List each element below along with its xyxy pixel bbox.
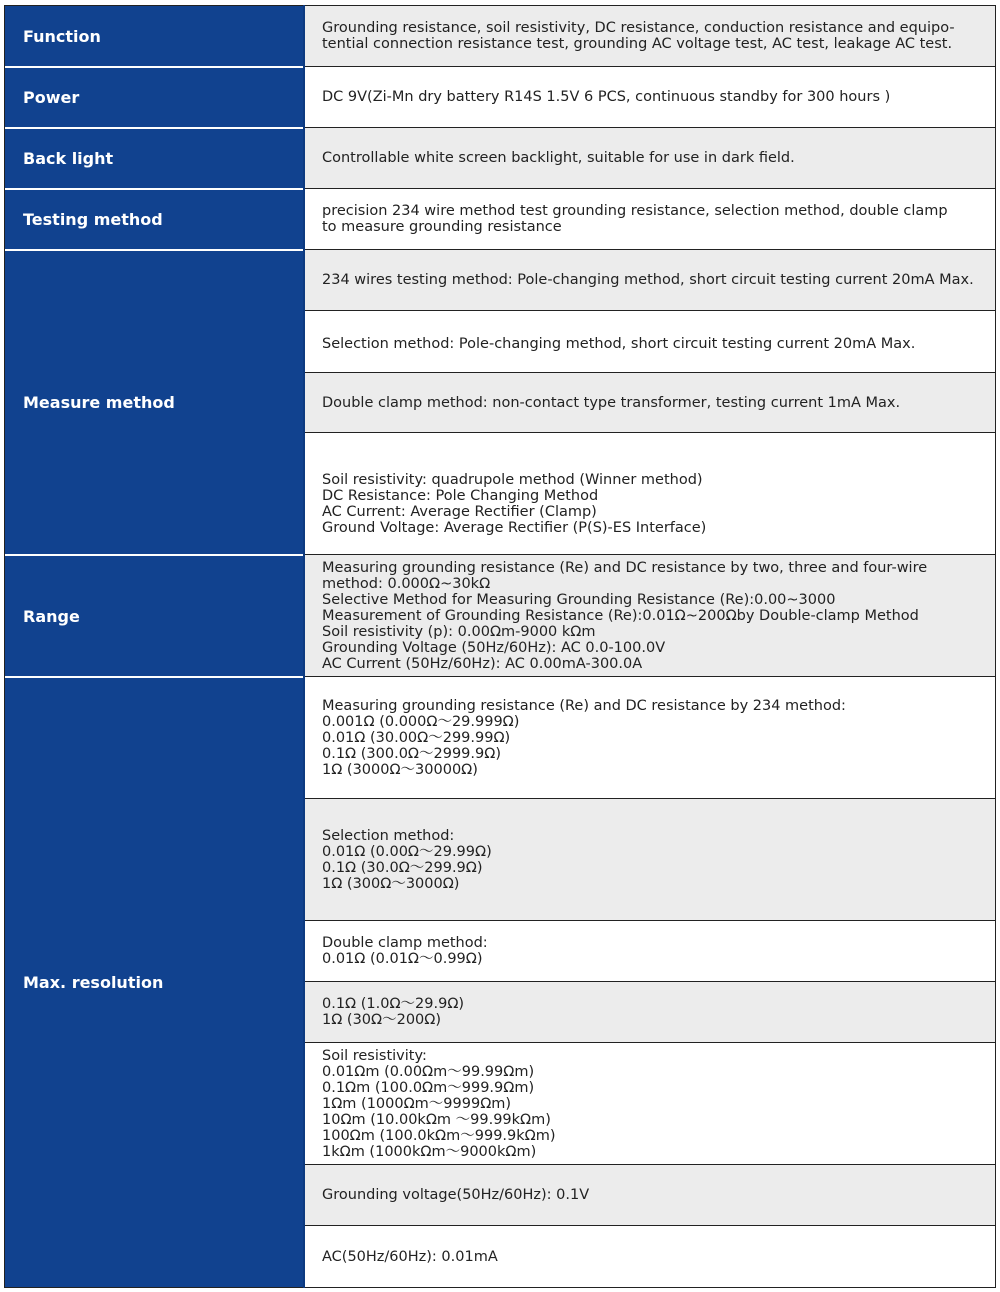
value-line: Grounding voltage(50Hz/60Hz): 0.1V xyxy=(322,1187,590,1203)
value-line: AC Current: Average Rectifier (Clamp) xyxy=(322,503,597,520)
label-testing-method xyxy=(5,190,304,249)
value-range xyxy=(305,555,995,676)
label-range-text: Range xyxy=(23,606,80,626)
value-line: DC Resistance: Pole Changing Method xyxy=(322,487,599,504)
value-line: method: 0.000Ω~30kΩ xyxy=(322,575,491,592)
label-back-light xyxy=(5,129,304,188)
label-max-resolution-text: Max. resolution xyxy=(23,973,164,992)
value-line: Measuring grounding resistance (Re) and DC resistance by 234 method: xyxy=(322,697,846,714)
label-measure-method xyxy=(5,251,304,554)
label-range xyxy=(5,556,304,676)
value-line: to measure grounding resistance xyxy=(322,219,562,235)
label-function xyxy=(5,6,304,66)
value-line: 1Ω (3000Ω～30000Ω) xyxy=(322,761,478,778)
value-line: Selection method: Pole-changing method, short circuit testing current 20mA Max. xyxy=(322,335,916,352)
value-line: Ground Voltage: Average Rectifier (P(S)-ES Interface) xyxy=(322,519,707,536)
value-line: Measuring grounding resistance (Re) and DC resistance by two, three and four-wire xyxy=(322,559,928,576)
value-line: 1Ω (30Ω～200Ω) xyxy=(322,1012,442,1028)
value-back-light xyxy=(305,128,995,188)
label-back-light-text: Back light xyxy=(23,149,114,168)
value-resolution-double-clamp xyxy=(305,921,995,981)
value-resolution-double-clamp-2 xyxy=(305,982,995,1042)
value-line: Double clamp method: xyxy=(322,935,488,951)
value-line: Controllable white screen backlight, suitable for use in dark field. xyxy=(322,150,795,166)
label-function-text: Function xyxy=(23,26,101,46)
value-resolution-234 xyxy=(305,677,995,798)
value-line: 0.1Ω (300.0Ω～2999.9Ω) xyxy=(322,745,501,762)
value-line: 100Ωm (100.0kΩm～999.9kΩm) xyxy=(322,1127,556,1144)
value-line: 0.1Ωm (100.0Ωm～999.9Ωm) xyxy=(322,1079,535,1096)
value-line: 1Ω (300Ω～3000Ω) xyxy=(322,875,460,892)
value-measure-selection xyxy=(305,311,995,372)
value-measure-234 xyxy=(305,250,995,310)
value-resolution-voltage xyxy=(305,1165,995,1225)
value-line: tential connection resistance test, grounding AC voltage test, AC test, leakage AC test. xyxy=(322,36,953,52)
value-resolution-ac xyxy=(305,1226,995,1287)
value-line: 1Ωm (1000Ωm～9999Ωm) xyxy=(322,1095,512,1112)
value-function xyxy=(305,6,995,66)
label-measure-method-text: Measure method xyxy=(23,393,175,412)
value-line: Double clamp method: non-contact type transformer, testing current 1mA Max. xyxy=(322,394,901,411)
value-testing-method xyxy=(305,189,995,249)
value-line: AC(50Hz/60Hz): 0.01mA xyxy=(322,1248,498,1265)
value-line: 10Ωm (10.00kΩm ～99.99kΩm) xyxy=(322,1111,551,1128)
value-resolution-soil xyxy=(305,1043,995,1164)
label-power xyxy=(5,68,304,127)
value-line: Soil resistivity (p): 0.00Ωm-9000 kΩm xyxy=(322,623,596,640)
value-power xyxy=(305,67,995,127)
value-line: 0.01Ω (30.00Ω～299.99Ω) xyxy=(322,729,511,746)
value-line: precision 234 wire method test grounding resistance, selection method, double clamp xyxy=(322,203,948,219)
value-line: Selection method: xyxy=(322,827,455,844)
value-line: Soil resistivity: quadrupole method (Winner method) xyxy=(322,471,703,488)
value-line: Soil resistivity: xyxy=(322,1047,427,1064)
value-line: 1kΩm (1000kΩm～9000kΩm) xyxy=(322,1143,537,1160)
value-resolution-selection xyxy=(305,799,995,920)
value-line: 0.01Ω (0.00Ω～29.99Ω) xyxy=(322,843,492,860)
value-measure-other xyxy=(305,433,995,554)
value-line: 0.01Ωm (0.00Ωm～99.99Ωm) xyxy=(322,1063,535,1080)
value-line: 0.01Ω (0.01Ω～0.99Ω) xyxy=(322,951,483,967)
value-line: 0.001Ω (0.000Ω～29.999Ω) xyxy=(322,713,520,730)
label-power-text: Power xyxy=(23,88,80,107)
value-line: 0.1Ω (30.0Ω～299.9Ω) xyxy=(322,859,483,876)
value-line: Selective Method for Measuring Grounding Resistance (Re):0.00~3000 xyxy=(322,591,836,608)
value-line: DC 9V(Zi-Mn dry battery R14S 1.5V 6 PCS, continuous standby for 300 hours ) xyxy=(322,89,891,105)
value-line: AC Current (50Hz/60Hz): AC 0.00mA-300.0A xyxy=(322,655,643,672)
value-line: Grounding Voltage (50Hz/60Hz): AC 0.0-100.0V xyxy=(322,639,666,656)
value-measure-double-clamp xyxy=(305,373,995,432)
value-line: Grounding resistance, soil resistivity, DC resistance, conduction resistance and equipo- xyxy=(322,20,955,36)
value-line: Measurement of Grounding Resistance (Re):0.01Ω~200Ωby Double-clamp Method xyxy=(322,607,919,624)
label-max-resolution xyxy=(5,678,304,1287)
value-line: 234 wires testing method: Pole-changing method, short circuit testing current 20mA Max. xyxy=(322,272,974,288)
label-testing-method-text: Testing method xyxy=(23,210,163,229)
value-line: 0.1Ω (1.0Ω～29.9Ω) xyxy=(322,996,465,1012)
